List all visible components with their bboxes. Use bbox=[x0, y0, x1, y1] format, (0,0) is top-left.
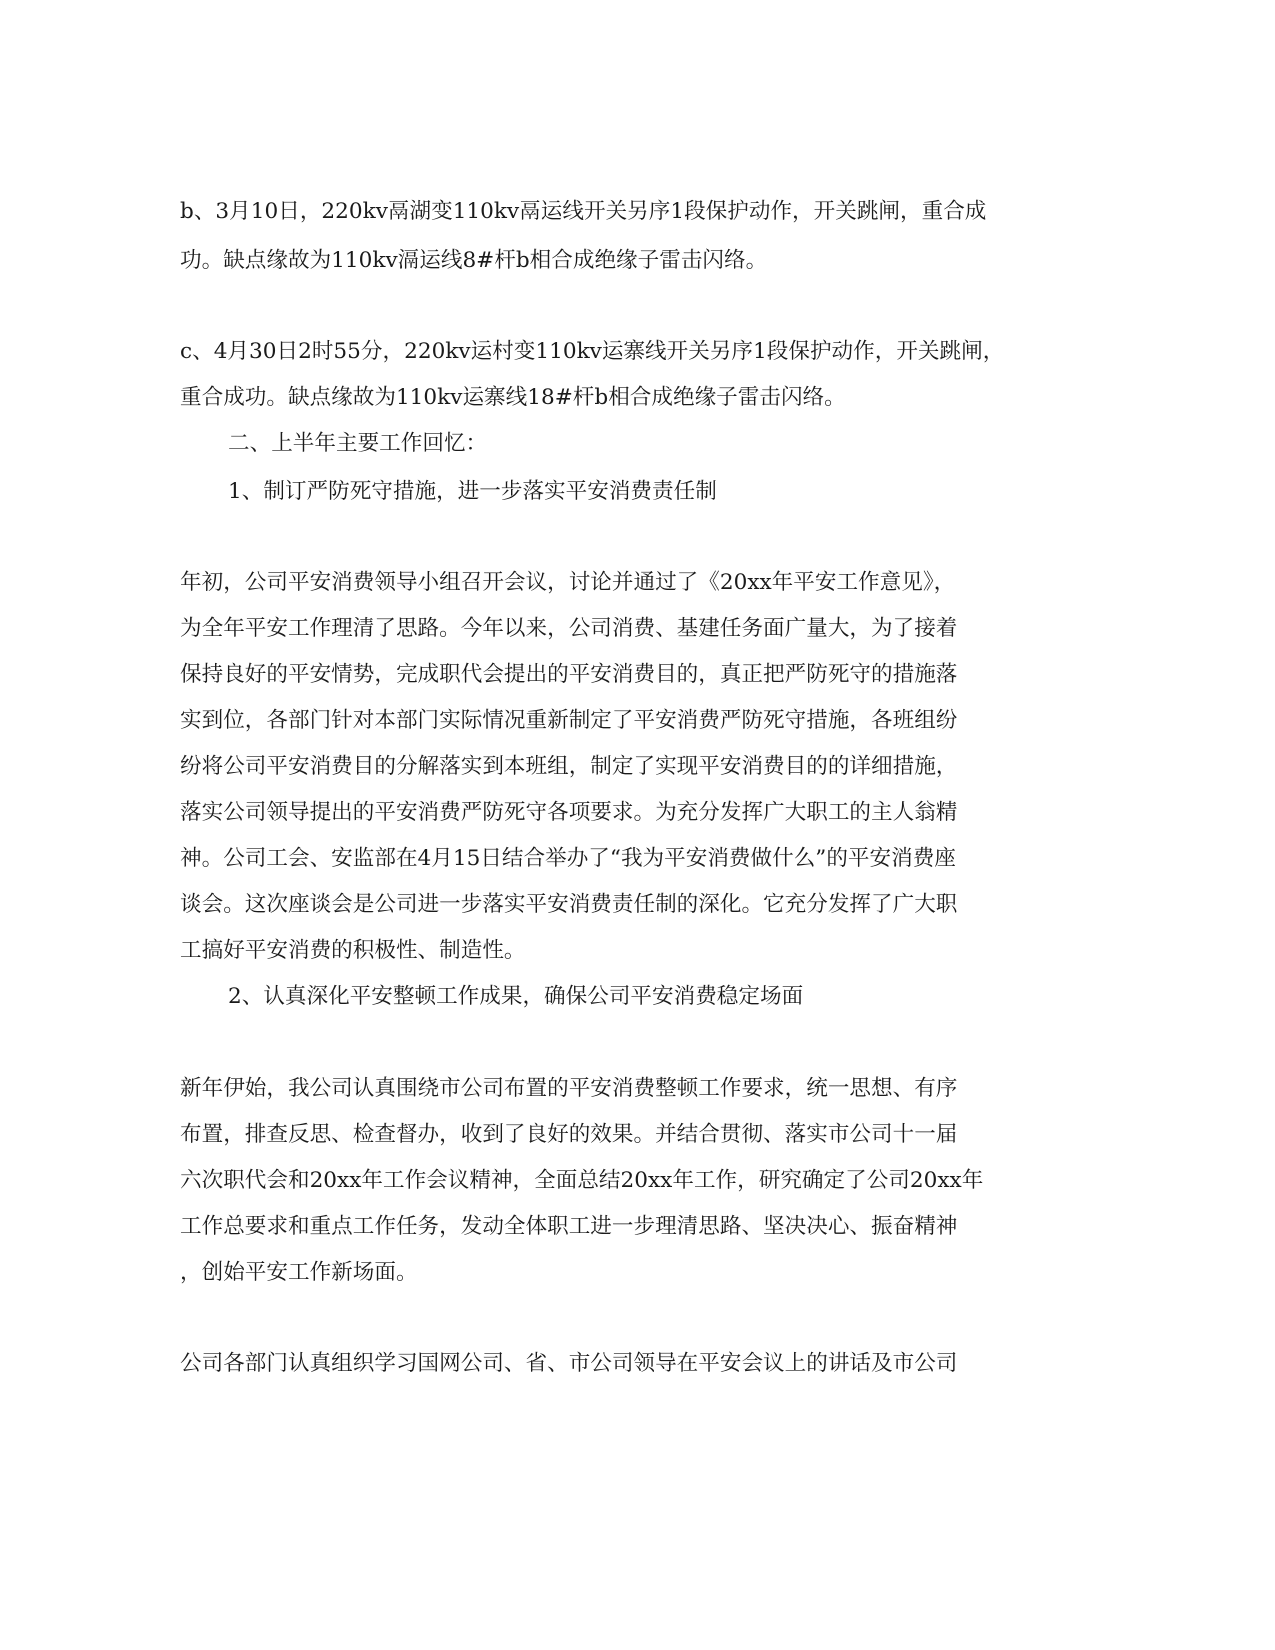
paragraph-c-line-2: 重合成功。缺点缘故为110kv运寨线18#杆b相合成绝缘子雷击闪络。 bbox=[180, 385, 846, 410]
paragraph-2-line-4: 工作总要求和重点工作任务，发动全体职工进一步理清思路、坚决决心、振奋精神 bbox=[180, 1214, 958, 1239]
subheading-2: 2、认真深化平安整顿工作成果，确保公司平安消费稳定场面 bbox=[228, 984, 804, 1009]
paragraph-1-line-3: 保持良好的平安情势，完成职代会提出的平安消费目的，真正把严防死守的措施落 bbox=[180, 662, 958, 687]
section-heading-2: 二、上半年主要工作回忆： bbox=[228, 431, 488, 456]
subheading-1: 1、制订严防死守措施，进一步落实平安消费责任制 bbox=[228, 479, 717, 504]
paragraph-2-line-5: ，创始平安工作新场面。 bbox=[180, 1260, 418, 1285]
paragraph-1-line-1: 年初，公司平安消费领导小组召开会议，讨论并通过了《20xx年平安工作意见》， bbox=[180, 570, 956, 595]
paragraph-c-line-1: c、4月30日2时55分，220kv运村变110kv运寨线开关另序1段保护动作，开关跳闸， bbox=[180, 339, 1005, 364]
paragraph-b-line-2: 功。缺点缘故为110kv滆运线8#杆b相合成绝缘子雷击闪络。 bbox=[180, 248, 768, 273]
paragraph-1-line-5: 纷将公司平安消费目的分解落实到本班组，制定了实现平安消费目的的详细措施， bbox=[180, 754, 958, 779]
paragraph-1-line-6: 落实公司领导提出的平安消费严防死守各项要求。为充分发挥广大职工的主人翁精 bbox=[180, 800, 958, 825]
paragraph-b-line-1: b、3月10日，220kv鬲湖变110kv鬲运线开关另序1段保护动作，开关跳闸，重合成 bbox=[180, 199, 987, 224]
paragraph-1-line-4: 实到位，各部门针对本部门实际情况重新制定了平安消费严防死守措施，各班组纷 bbox=[180, 708, 958, 733]
paragraph-3-line-1: 公司各部门认真组织学习国网公司、省、市公司领导在平安会议上的讲话及市公司 bbox=[180, 1351, 958, 1376]
paragraph-2-line-3: 六次职代会和20xx年工作会议精神，全面总结20xx年工作，研究确定了公司20xx年 bbox=[180, 1168, 984, 1193]
paragraph-2-line-2: 布置，排查反思、检查督办，收到了良好的效果。并结合贯彻、落实市公司十一届 bbox=[180, 1122, 958, 1147]
paragraph-2-line-1: 新年伊始，我公司认真围绕市公司布置的平安消费整顿工作要求，统一思想、有序 bbox=[180, 1076, 958, 1101]
paragraph-1-line-8: 谈会。这次座谈会是公司进一步落实平安消费责任制的深化。它充分发挥了广大职 bbox=[180, 892, 958, 917]
paragraph-1-line-9: 工搞好平安消费的积极性、制造性。 bbox=[180, 938, 526, 963]
paragraph-1-line-7: 神。公司工会、安监部在4月15日结合举办了“我为平安消费做什么”的平安消费座 bbox=[180, 846, 956, 871]
paragraph-1-line-2: 为全年平安工作理清了思路。今年以来，公司消费、基建任务面广量大，为了接着 bbox=[180, 616, 958, 641]
